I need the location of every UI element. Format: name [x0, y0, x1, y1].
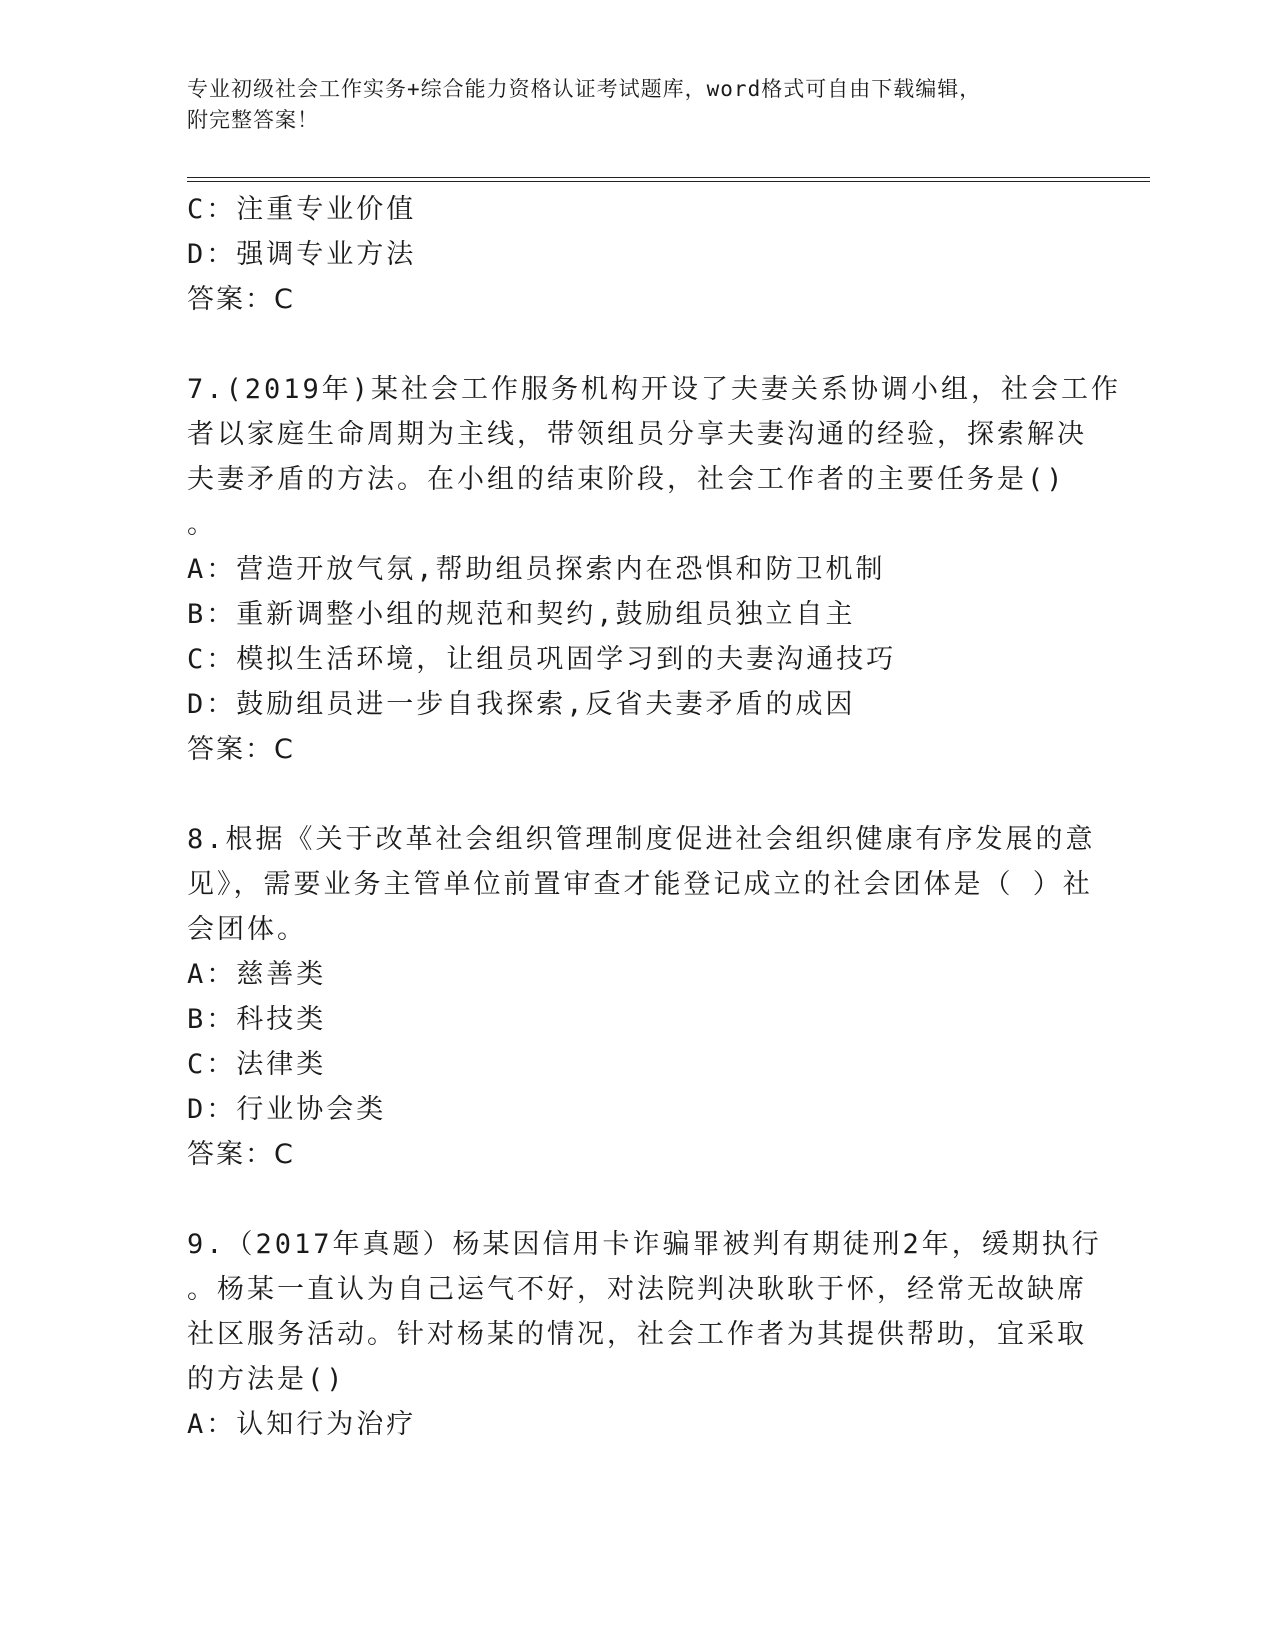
question-stem-line: 7.(2019年)某社会工作服务机构开设了夫妻关系协调小组，社会工作	[187, 374, 1122, 405]
question-stem-line: 者以家庭生命周期为主线，带领组员分享夫妻沟通的经验，探索解决	[187, 419, 1087, 450]
option-a: A：慈善类	[187, 959, 327, 990]
question-stem-line: 。	[187, 509, 217, 540]
question-stem-line: 夫妻矛盾的方法。在小组的结束阶段，社会工作者的主要任务是()	[187, 464, 1066, 495]
document-header	[187, 74, 1087, 136]
question-stem-line: 会团体。	[187, 914, 307, 945]
question-8	[187, 817, 1096, 1177]
option-d: D：鼓励组员进一步自我探索,反省夫妻矛盾的成因	[187, 689, 856, 720]
question-stem-line: 8.根据《关于改革社会组织管理制度促进社会组织健康有序发展的意	[187, 824, 1096, 855]
question-stem-line: 9.（2017年真题）杨某因信用卡诈骗罪被判有期徒刑2年，缓期执行	[187, 1229, 1102, 1260]
option-c: C：模拟生活环境，让组员巩固学习到的夫妻沟通技巧	[187, 644, 897, 675]
question-stem-line: 见》，需要业务主管单位前置审查才能登记成立的社会团体是（ ）社	[187, 869, 1093, 900]
option-d: D：行业协会类	[187, 1094, 387, 1125]
spacer	[187, 322, 1087, 367]
header-divider-top	[187, 177, 1150, 178]
question-stem-line: 社区服务活动。针对杨某的情况，社会工作者为其提供帮助，宜采取	[187, 1319, 1087, 1350]
question-stem-line: 。杨某一直认为自己运气不好，对法院判决耿耿于怀，经常无故缺席	[187, 1274, 1087, 1305]
option-b: B：重新调整小组的规范和契约,鼓励组员独立自主	[187, 599, 856, 630]
header-line-1: 专业初级社会工作实务+综合能力资格认证考试题库，word格式可自由下载编辑，	[187, 77, 982, 101]
header-divider-bottom	[187, 181, 1150, 182]
option-c: C：注重专业价值	[187, 194, 417, 225]
answer-line: 答案：C	[187, 734, 295, 765]
option-a: A：认知行为治疗	[187, 1409, 417, 1440]
option-b: B：科技类	[187, 1004, 327, 1035]
answer-line: 答案：C	[187, 284, 295, 315]
spacer	[187, 1177, 1087, 1222]
spacer	[187, 772, 1087, 817]
question-6	[187, 187, 1087, 322]
question-list	[187, 187, 1122, 1447]
option-c: C：法律类	[187, 1049, 327, 1080]
answer-line: 答案：C	[187, 1139, 295, 1170]
question-stem-line: 的方法是()	[187, 1364, 346, 1395]
header-line-2: 附完整答案！	[187, 108, 319, 132]
question-9	[187, 1222, 1102, 1447]
option-a: A：营造开放气氛,帮助组员探索内在恐惧和防卫机制	[187, 554, 886, 585]
question-7	[187, 367, 1122, 772]
option-d: D：强调专业方法	[187, 239, 417, 270]
